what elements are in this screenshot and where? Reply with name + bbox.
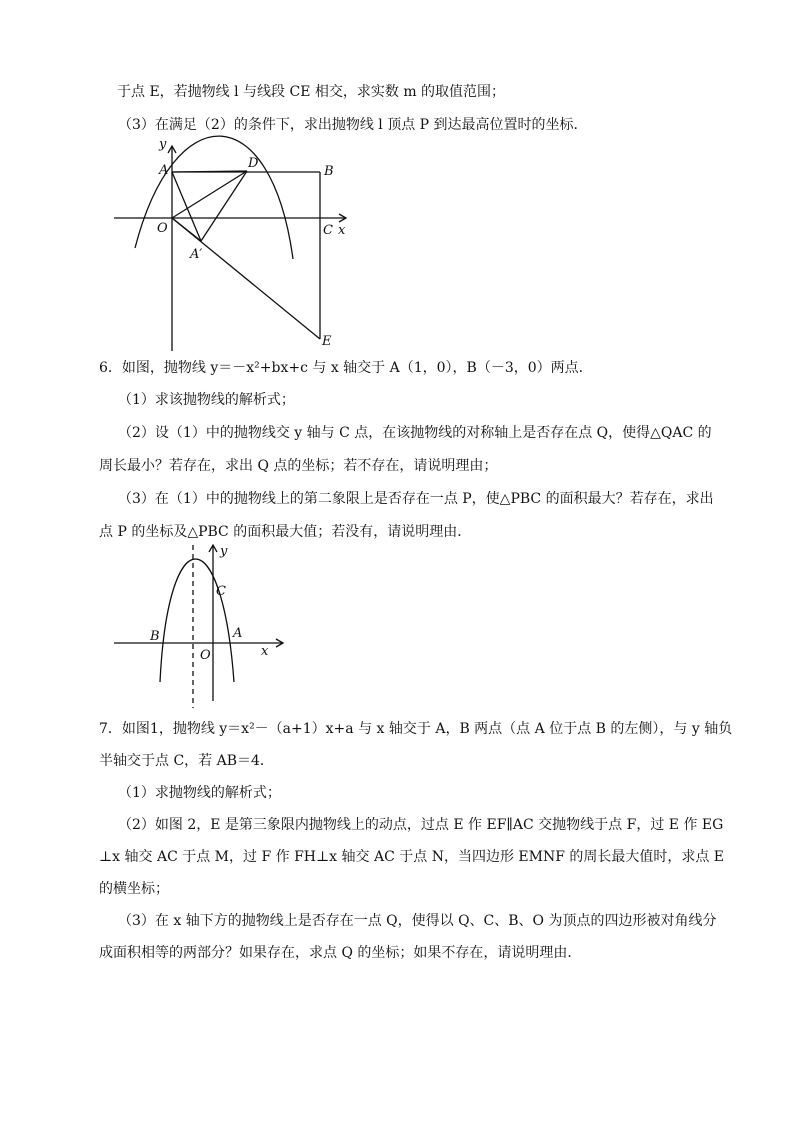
question-7-part-1: （1）求抛物线的解析式； (118, 785, 281, 801)
figure2-label-b: B (150, 629, 160, 644)
figure1-label-e: E (322, 334, 332, 349)
figure2-label-x: x (261, 644, 269, 659)
figure1-label-b: B (324, 164, 334, 179)
figure1-label-a: A (159, 163, 169, 178)
question-7-part-2-line-3: 的横坐标； (99, 881, 169, 897)
previous-question-part-3: （3）在满足（2）的条件下，求出抛物线 l 顶点 P 到达最高位置时的坐标． (118, 117, 588, 133)
parabola-curve (135, 136, 293, 259)
figure1-label-y: y (159, 137, 167, 152)
figure1-label-c: C (323, 223, 333, 238)
figure-parabola-with-rectangle (112, 138, 362, 353)
segment-a-prime-d (201, 171, 247, 241)
question-6-stem: 6．如图，抛物线 y＝－x²+bx+c 与 x 轴交于 A（1，0），B（－3，0）两点． (99, 360, 593, 376)
segment-od (172, 171, 247, 218)
figure1-label-a-prime: A′ (190, 247, 203, 262)
question-7-stem-line-2: 半轴交于点 C，若 AB＝4． (99, 753, 274, 769)
figure2-label-c: C (216, 584, 226, 599)
question-7-part-2-line-2: ⊥x 轴交 AC 于点 M，过 F 作 FH⊥x 轴交 AC 于点 N，当四边形 EMNF 的周长最大值时，求点 E (99, 849, 725, 865)
question-7-part-3-line-2: 成面积相等的两部分？如果存在，求点 Q 的坐标；如果不存在，请说明理由． (99, 945, 582, 961)
question-6-part-3-line-1: （3）在（1）中的抛物线上的第二象限上是否存在一点 P，使△PBC 的面积最大？若存在，求出 (118, 491, 714, 507)
question-7-part-3-line-1: （3）在 x 轴下方的抛物线上是否存在一点 Q，使得以 Q、C、B、O 为顶点的四边形被对角线分 (118, 913, 717, 929)
question-6-part-2-line-2: 周长最小？若存在，求出 Q 点的坐标；若不存在，请说明理由； (99, 458, 498, 474)
figure1-label-x: x (338, 223, 346, 238)
figure2-label-a: A (233, 626, 243, 641)
continuation-text: 于点 E，若抛物线 l 与线段 CE 相交，求实数 m 的取值范围； (117, 84, 506, 100)
question-7-part-2-line-1: （2）如图 2，E 是第三象限内抛物线上的动点，过点 E 作 EF∥AC 交抛物线于点 F，过 E 作 EG (118, 817, 724, 833)
question-6-part-3-line-2: 点 P 的坐标及△PBC 的面积最大值；若没有，请说明理由． (99, 524, 472, 540)
figure2-label-o: O (200, 648, 211, 663)
question-6-part-1: （1）求该抛物线的解析式； (118, 392, 295, 408)
parabola-curve (160, 559, 234, 682)
question-6-part-2-line-1: （2）设（1）中的抛物线交 y 轴与 C 点，在该抛物线的对称轴上是否存在点 Q，使得△QAC 的 (118, 425, 712, 441)
question-7-stem-line-1: 7．如图1，抛物线 y＝x²－（a+1）x+a 与 x 轴交于 A，B 两点（点 A 位于点 B 的左侧），与 y 轴负 (99, 721, 733, 737)
figure-parabola-question-6 (112, 543, 292, 713)
figure1-label-d: D (248, 156, 259, 171)
figure2-label-y: y (220, 544, 228, 559)
figure1-label-o: O (157, 221, 168, 236)
